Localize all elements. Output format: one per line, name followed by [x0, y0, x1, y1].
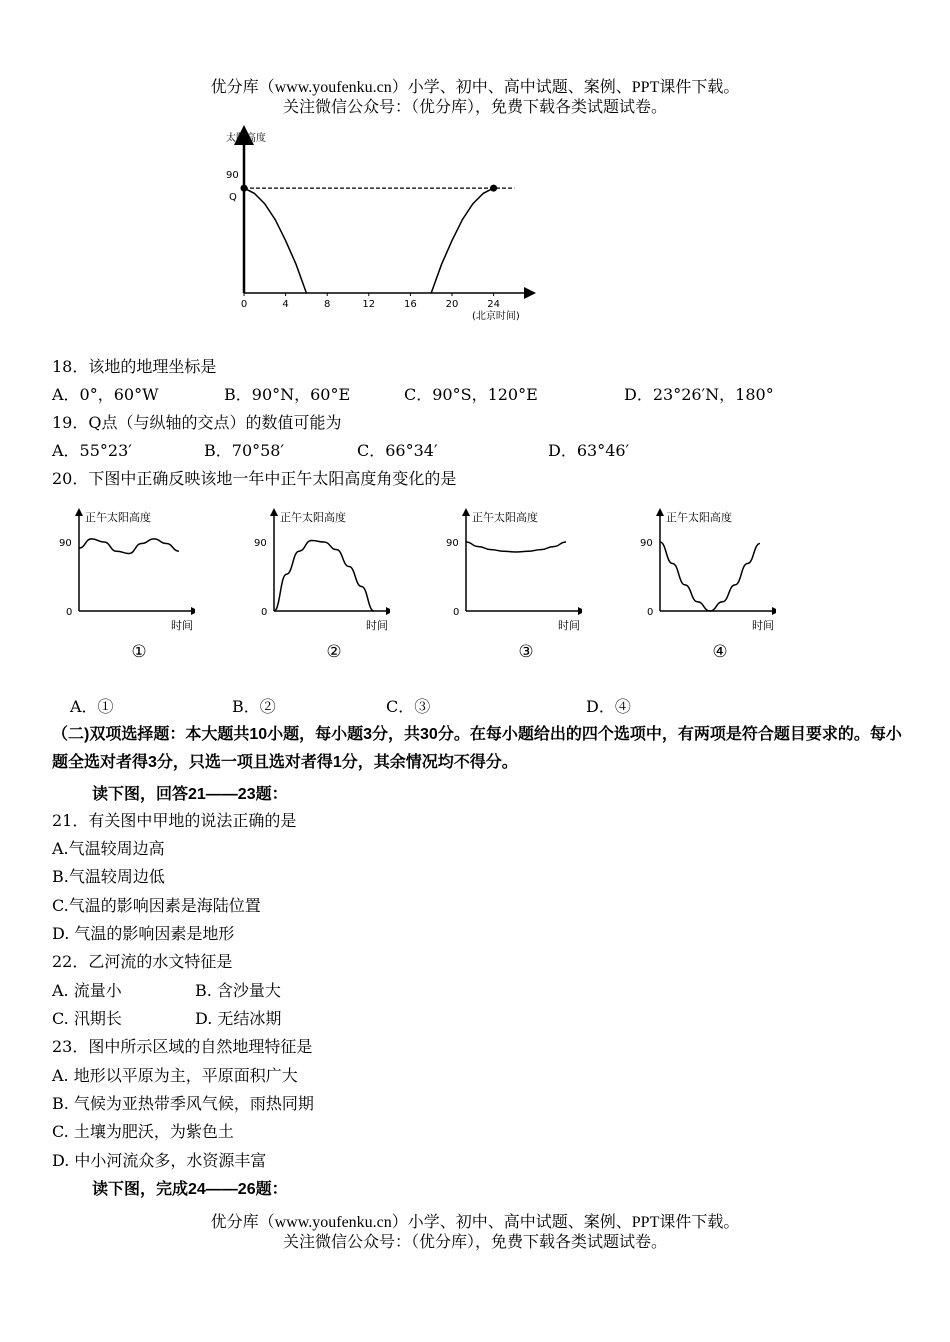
- mini-y-tick-90: 90: [59, 538, 72, 549]
- q23-option-b[interactable]: B. 气候为亚热带季风气候，雨热同期: [52, 1094, 314, 1113]
- mini-curve-②: [274, 540, 374, 611]
- mini-chart-label: ①: [131, 642, 147, 662]
- mini-y-tick-0: 0: [647, 607, 654, 618]
- header-line-2: 关注微信公众号：（优分库），免费下载各类试题试卷。: [282, 99, 667, 116]
- mini-chart-4: [636, 500, 776, 670]
- q21-option-b[interactable]: B.气温较周边低: [52, 867, 165, 886]
- mini-y-arrow: [656, 508, 664, 516]
- q23-stem: 23．图中所示区域的自然地理特征是: [52, 1037, 313, 1056]
- q18-option-a[interactable]: A．0°，60°W: [52, 385, 159, 404]
- x-tick-label-12: 12: [362, 299, 376, 310]
- mini-y-arrow: [462, 508, 470, 516]
- mini-y-label: 正午太阳高度: [472, 511, 538, 524]
- mini-curve-①: [79, 539, 179, 554]
- q19-option-c[interactable]: C．66°34′: [357, 441, 438, 460]
- q20-option-b[interactable]: B．②: [232, 697, 276, 716]
- q20-option-a[interactable]: A．①: [70, 697, 114, 716]
- y-axis-label: 太阳高度: [226, 133, 266, 144]
- q19-option-a[interactable]: A．55°23′: [52, 441, 132, 460]
- mini-chart-2: [250, 500, 390, 670]
- q20-option-c[interactable]: C．③: [386, 697, 431, 716]
- mini-x-arrow: [578, 607, 582, 615]
- mini-y-arrow: [270, 508, 278, 516]
- mini-y-arrow: [75, 508, 83, 516]
- mini-y-tick-0: 0: [261, 607, 268, 618]
- q21-stem: 21．有关图中甲地的说法正确的是: [52, 811, 297, 830]
- mini-x-label: 时间: [558, 619, 580, 632]
- q20-option-d[interactable]: D．④: [586, 697, 631, 716]
- footer-line-2: 关注微信公众号：（优分库），免费下载各类试题试卷。: [282, 1234, 667, 1251]
- x-axis-label: (北京时间): [472, 311, 520, 322]
- x-tick-label-8: 8: [324, 299, 331, 310]
- read-figure-21-23: 读下图，回答21——23题：: [92, 786, 288, 803]
- q19-stem: 19．Q点（与纵轴的交点）的数值可能为: [52, 413, 342, 432]
- mini-y-tick-90: 90: [446, 538, 459, 549]
- q18-option-b[interactable]: B．90°N，60°E: [224, 385, 351, 404]
- q-point-right: [490, 185, 497, 192]
- q19-option-b[interactable]: B．70°58′: [204, 441, 285, 460]
- q20-stem: 20．下图中正确反映该地一年中正午太阳高度角变化的是: [52, 469, 457, 488]
- q22-option-a[interactable]: A. 流量小: [52, 981, 122, 1000]
- mini-chart-3: [442, 500, 582, 670]
- mini-y-label: 正午太阳高度: [85, 511, 151, 524]
- q18-stem: 18．该地的地理坐标是: [52, 357, 217, 376]
- mini-x-label: 时间: [366, 619, 388, 632]
- q18-option-d[interactable]: D．23°26′N，180°: [624, 385, 774, 404]
- q22-option-b[interactable]: B. 含沙量大: [195, 981, 281, 1000]
- q21-option-a[interactable]: A.气温较周边高: [52, 839, 165, 858]
- q-point-left: [241, 185, 248, 192]
- q23-option-a[interactable]: A. 地形以平原为主，平原面积广大: [52, 1066, 298, 1085]
- mini-curve-③: [466, 542, 566, 552]
- footer-line-1: 优分库（www.youfenku.cn）小学、初中、高中试题、案例、PPT课件下载。: [210, 1214, 740, 1231]
- mini-chart-label: ③: [518, 642, 534, 662]
- q22-stem: 22．乙河流的水文特征是: [52, 952, 233, 971]
- mini-y-tick-0: 0: [453, 607, 460, 618]
- mini-y-tick-0: 0: [66, 607, 73, 618]
- mini-x-arrow: [772, 607, 776, 615]
- mini-curve-④: [660, 542, 760, 611]
- mini-x-label: 时间: [171, 619, 193, 632]
- x-tick-label-16: 16: [404, 299, 417, 310]
- q23-option-d[interactable]: D. 中小河流众多，水资源丰富: [52, 1151, 267, 1170]
- mini-x-arrow: [386, 607, 390, 615]
- mini-y-label: 正午太阳高度: [280, 511, 346, 524]
- morning-curve: [244, 188, 306, 293]
- x-tick-label-0: 0: [240, 299, 248, 310]
- q21-option-d[interactable]: D. 气温的影响因素是地形: [52, 924, 235, 943]
- solar-altitude-chart: [200, 125, 560, 330]
- q21-option-c[interactable]: C.气温的影响因素是海陆位置: [52, 896, 261, 915]
- x-tick-label-4: 4: [282, 299, 289, 310]
- mini-y-tick-90: 90: [640, 538, 653, 549]
- q23-option-c[interactable]: C. 土壤为肥沃，为紫色土: [52, 1122, 234, 1141]
- mini-x-label: 时间: [752, 619, 774, 632]
- mini-y-label: 正午太阳高度: [666, 511, 732, 524]
- y-tick-q: Q: [229, 192, 237, 203]
- q22-option-d[interactable]: D. 无结冰期: [195, 1009, 282, 1028]
- evening-curve: [431, 188, 493, 293]
- mini-chart-label: ②: [326, 642, 342, 662]
- x-tick-label-20: 20: [445, 299, 459, 310]
- q18-option-c[interactable]: C．90°S，120°E: [404, 385, 538, 404]
- mini-chart-label: ④: [712, 642, 728, 662]
- read-figure-24-26: 读下图，完成24——26题：: [92, 1181, 288, 1198]
- q19-option-d[interactable]: D．63°46′: [548, 441, 630, 460]
- mini-y-tick-90: 90: [254, 538, 267, 549]
- header-line-1: 优分库（www.youfenku.cn）小学、初中、高中试题、案例、PPT课件下载。: [210, 79, 740, 96]
- mini-x-arrow: [191, 607, 195, 615]
- x-tick-label-24: 24: [487, 299, 500, 310]
- y-tick-90: 90: [226, 170, 239, 181]
- section2-title: （二)双项选择题：本大题共10小题，每小题3分，共30分。在每小题给出的四个选项中，有两项是符合题目要求的。每小题全选对者得3分，只选一项且选对者得1分，其余情况均不得分。: [52, 726, 902, 771]
- mini-chart-1: [55, 500, 195, 670]
- q22-option-c[interactable]: C. 汛期长: [52, 1009, 122, 1028]
